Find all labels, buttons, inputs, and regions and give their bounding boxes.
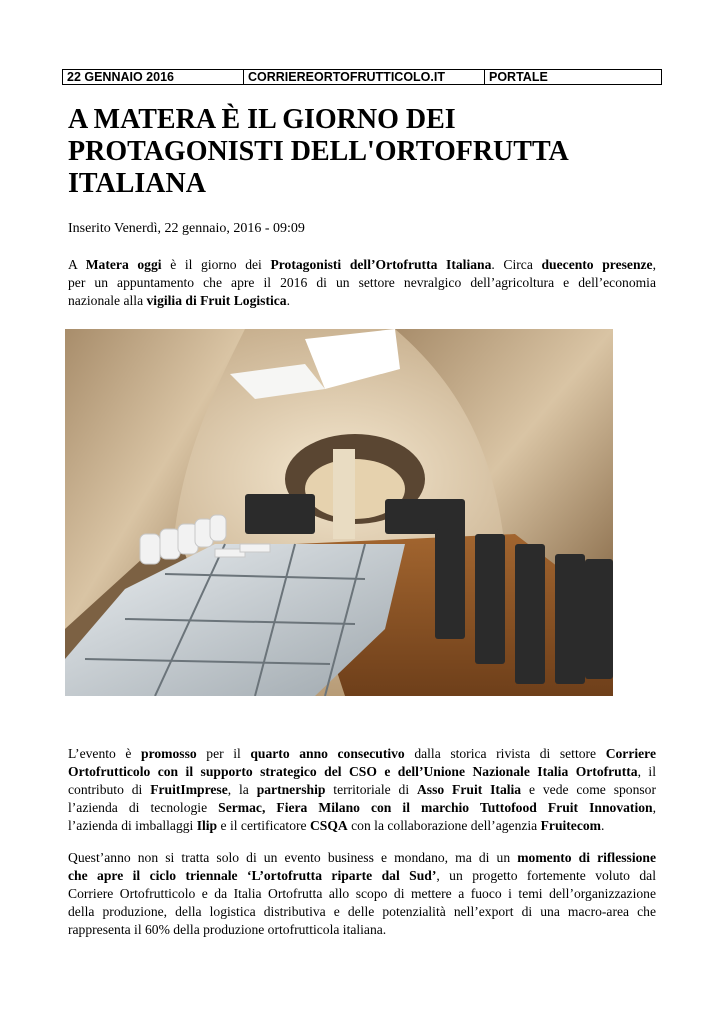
article-paragraph — [68, 745, 656, 835]
bold-text: Ilip — [196, 818, 218, 833]
header-table — [62, 69, 662, 85]
paragraph-line — [68, 292, 656, 310]
text-run: territoriale di — [325, 782, 417, 797]
text-run: con la collaborazione dell’agenzia — [347, 818, 541, 833]
article-byline: Inserito Venerdì, 22 gennaio, 2016 - 09:09 — [68, 221, 305, 236]
bold-text: momento di riflessione — [517, 850, 656, 865]
text-run: e il certificatore — [217, 818, 310, 833]
bold-text: Corriere — [605, 746, 657, 761]
paragraph-line — [68, 867, 656, 885]
article-photo — [65, 329, 613, 696]
text-run: l’azienda di tecnologie — [68, 800, 219, 815]
paragraph-line — [68, 745, 656, 763]
text-run: e vede come sponsor — [521, 782, 657, 797]
text-run: dalla storica rivista di settore — [404, 746, 606, 761]
text-run: è il giorno dei — [161, 257, 271, 272]
paragraph-line — [68, 256, 656, 274]
bold-text: promosso — [141, 746, 197, 761]
paragraph-line — [68, 885, 656, 903]
bold-text: duecento presenze — [541, 257, 653, 272]
bold-text: Protagonisti dell’Ortofrutta Italiana — [270, 257, 492, 272]
bold-text: Ortofrutticolo con il supporto strategico del CSO e dell’Unione Nazionale Italia Ortofrutta — [68, 764, 638, 779]
text-run: rappresenta il 60% della produzione ortofrutticola italiana. — [68, 922, 387, 937]
text-run: , — [652, 257, 656, 272]
cave-auditorium-photo — [65, 329, 613, 696]
title-line: ITALIANA — [68, 168, 206, 199]
title-line: PROTAGONISTI DELL'ORTOFRUTTA — [68, 136, 569, 167]
bold-text: quarto anno consecutivo — [250, 746, 405, 761]
paragraph-line — [68, 817, 656, 835]
article-title — [68, 104, 668, 200]
bold-text: vigilia di Fruit Logistica — [146, 293, 287, 308]
header-section: PORTALE — [489, 70, 548, 84]
bold-text: FruitImprese — [150, 782, 228, 797]
paragraph-line — [68, 903, 656, 921]
bold-text: Matera oggi — [85, 257, 162, 272]
text-run: L’evento è — [68, 746, 142, 761]
text-run: . Circa — [491, 257, 542, 272]
bold-text: CSQA — [309, 818, 348, 833]
paragraph-line — [68, 849, 656, 867]
text-run: l’azienda di imballaggi — [68, 818, 197, 833]
paragraph-line — [68, 921, 656, 939]
bold-text: partnership — [256, 782, 326, 797]
bold-text: Fruitecom — [540, 818, 601, 833]
text-run: , un progetto fortemente voluto dal — [436, 868, 656, 883]
text-run: Quest’anno non si tratta solo di un evento business e mondano, ma di un — [68, 850, 518, 865]
title-line: A MATERA È IL GIORNO DEI — [68, 104, 456, 135]
text-run: della produzione, della logistica distributiva e delle potenzialità nell’export di una macro-area che — [68, 904, 656, 919]
paragraph-line — [68, 799, 656, 817]
text-run: A — [68, 257, 86, 272]
text-run: , il — [637, 764, 656, 779]
text-run: , — [652, 800, 656, 815]
text-run: Corriere Ortofrutticolo e da Italia Ortofrutta allo scopo di mettere a fuoco i temi dell’organizzazione — [68, 886, 656, 901]
text-run: per un appuntamento che apre il 2016 di un settore nevralgico dell’agricoltura e dell’economia — [68, 275, 656, 290]
paragraph-line — [68, 781, 656, 799]
header-source: CORRIEREORTOFRUTTICOLO.IT — [244, 70, 485, 84]
text-run: contributo di — [68, 782, 151, 797]
header-date: 22 GENNAIO 2016 — [63, 70, 244, 84]
article-paragraph — [68, 849, 656, 939]
bold-text: che apre il ciclo triennale ‘L’ortofrutta riparte dal Sud’ — [68, 868, 437, 883]
bold-text: Asso Fruit Italia — [416, 782, 522, 797]
article-paragraph — [68, 256, 656, 310]
text-run: per il — [196, 746, 251, 761]
paragraph-line — [68, 274, 656, 292]
text-run: nazionale alla — [68, 293, 147, 308]
bold-text: Sermac, Fiera Milano con il marchio Tuttofood Fruit Innovation — [218, 800, 653, 815]
text-run: , la — [227, 782, 257, 797]
text-run: . — [286, 293, 290, 308]
paragraph-line — [68, 763, 656, 781]
text-run: . — [601, 818, 605, 833]
